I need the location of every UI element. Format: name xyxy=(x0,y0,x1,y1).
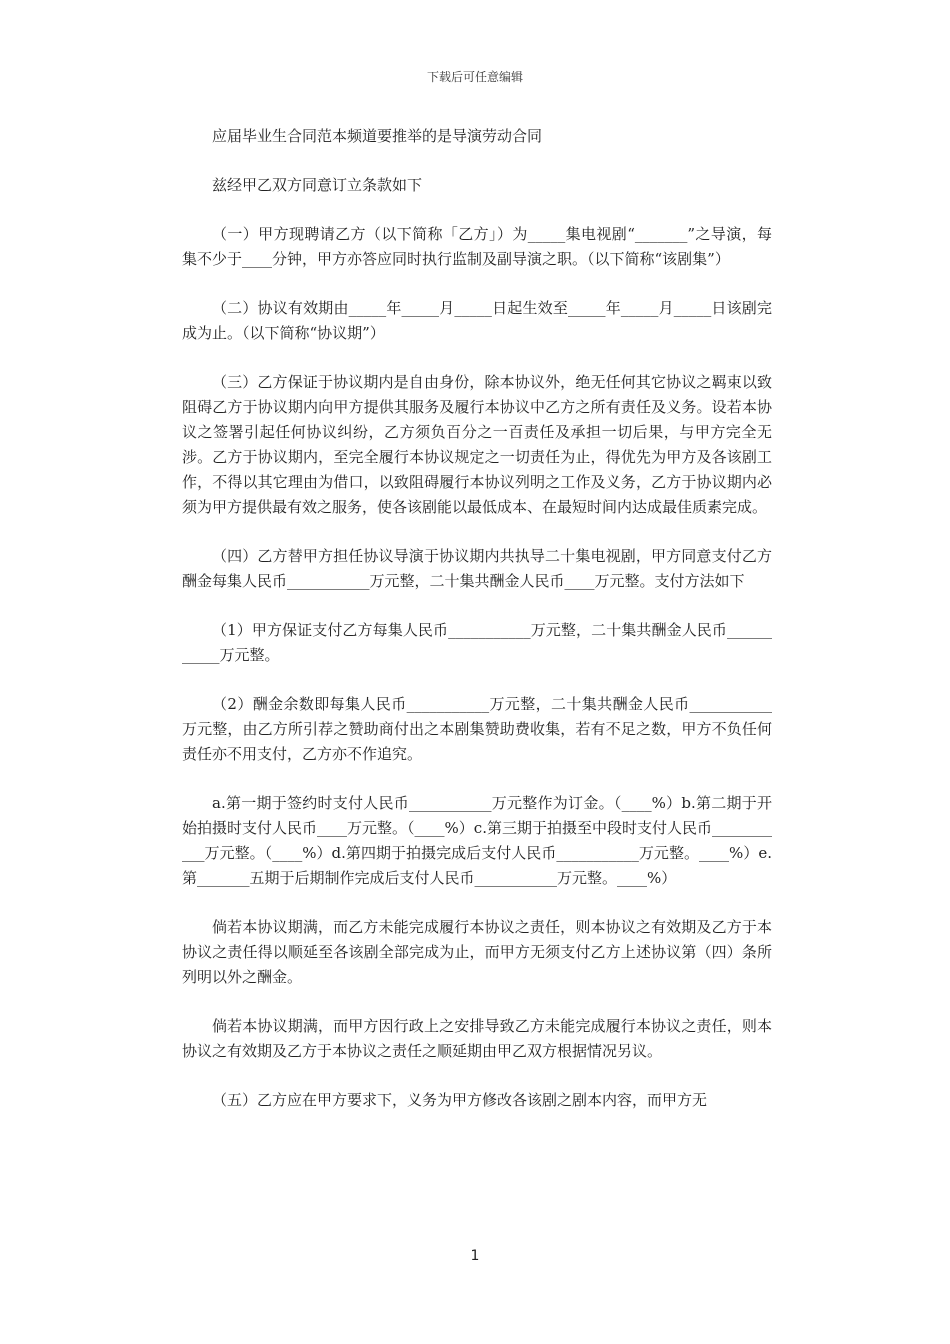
paragraph-intro: 兹经甲乙双方同意订立条款如下 xyxy=(212,176,423,194)
page-number: 1 xyxy=(470,1248,480,1264)
payment-schedule: a.第一期于签约时支付人民币___________万元整作为订金。（____%）b.第二期于开始拍摄时支付人民币____万元整。（____%）c.第三期于拍摄至中段时支付人民币___________万元整。（____%）d.第四期于拍摄完成后支付人民币___________万元整。____%）e.第_______五期于后期制作完成后支付人民币___________万元整。____%） xyxy=(182,794,772,887)
clause-1: （一）甲方现聘请乙方（以下简称「乙方」）为_____集电视剧“_______”之导演，每集不少于____分钟，甲方亦答应同时执行监制及副导演之职。（以下简称“该剧集”） xyxy=(182,225,772,268)
clause-3: （三）乙方保证于协议期内是自由身份，除本协议外，绝无任何其它协议之羁束以致阻碍乙方于协议期内向甲方提供其服务及履行本协议中乙方之所有责任及义务。设若本协议之签署引起任何协议纠纷，乙方须负百分之一百责任及承担一切后果，与甲方完全无涉。乙方于协议期内，至完全履行本协议规定之一切责任为止，得优先为甲方及各该剧工作，不得以其它理由为借口，以致阻碍履行本协议列明之工作及义务，乙方于协议期内必须为甲方提供最有效之服务，使各该剧能以最低成本、在最短时间内达成最佳质素完成。 xyxy=(182,373,772,516)
paragraph-title: 应届毕业生合同范本频道要推举的是导演劳动合同 xyxy=(212,127,543,145)
clause-4-item-1: （1）甲方保证支付乙方每集人民币___________万元整，二十集共酬金人民币___________万元整。 xyxy=(182,621,772,664)
extension-clause-b: 倘若本协议期满，而甲方因行政上之安排导致乙方未能完成履行本协议之责任，则本协议之有效期及乙方于本协议之责任之顺延期由甲乙双方根据情况另议。 xyxy=(182,1017,772,1060)
clause-2: （二）协议有效期由_____年_____月_____日起生效至_____年_____月_____日该剧完成为止。（以下简称“协议期”） xyxy=(182,299,772,342)
page-header: 下载后可任意编辑 xyxy=(426,70,523,84)
clause-4-item-2: （2）酬金余数即每集人民币___________万元整，二十集共酬金人民币___________万元整，由乙方所引荐之赞助商付出之本剧集赞助费收集，若有不足之数，甲方不负任何责任亦不用支付，乙方亦不作追究。 xyxy=(182,695,772,763)
clause-5: （五）乙方应在甲方要求下，义务为甲方修改各该剧之剧本内容，而甲方无 xyxy=(212,1091,708,1109)
extension-clause-a: 倘若本协议期满，而乙方未能完成履行本协议之责任，则本协议之有效期及乙方于本协议之责任得以顺延至各该剧全部完成为止，而甲方无须支付乙方上述协议第（四）条所列明以外之酬金。 xyxy=(182,918,772,986)
clause-4: （四）乙方替甲方担任协议导演于协议期内共执导二十集电视剧，甲方同意支付乙方酬金每集人民币___________万元整，二十集共酬金人民币____万元整。支付方法如下 xyxy=(182,547,772,590)
document-body xyxy=(182,124,772,1137)
